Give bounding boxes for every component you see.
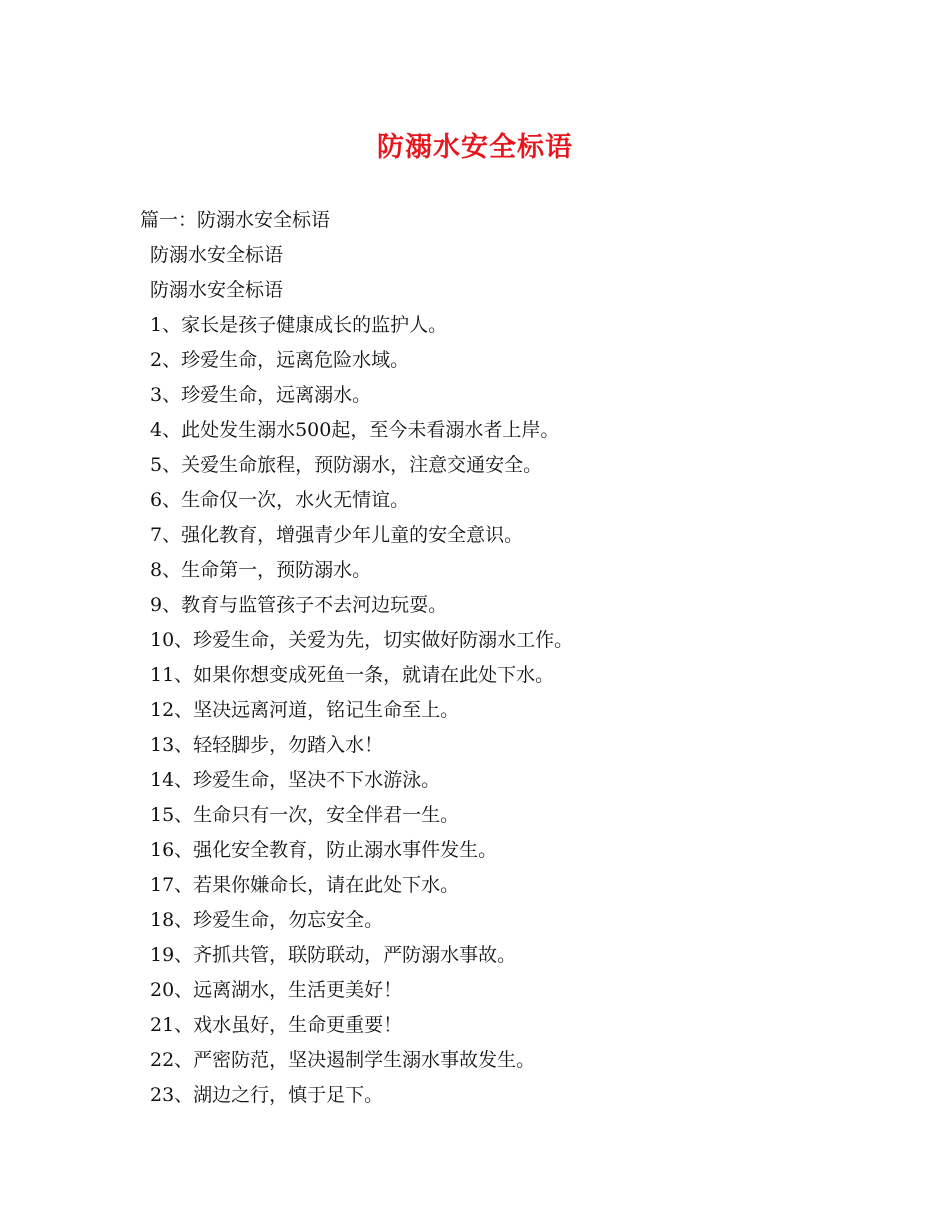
list-item: 6、生命仅一次，水火无情谊。 <box>150 489 410 511</box>
list-item: 3、珍爱生命，远离溺水。 <box>150 384 372 406</box>
subtitle-line: 防溺水安全标语 <box>150 244 284 266</box>
list-item: 16、强化安全教育，防止溺水事件发生。 <box>150 839 498 861</box>
list-item: 14、珍爱生命，坚决不下水游泳。 <box>150 769 441 791</box>
list-item: 10、珍爱生命，关爱为先，切实做好防溺水工作。 <box>150 629 574 651</box>
list-item: 8、生命第一，预防溺水。 <box>150 559 372 581</box>
list-item: 19、齐抓共管，联防联动，严防溺水事故。 <box>150 944 517 966</box>
list-item: 4、此处发生溺水500起，至今未看溺水者上岸。 <box>150 419 560 441</box>
subtitle-line: 防溺水安全标语 <box>150 279 284 301</box>
list-item: 7、强化教育，增强青少年儿童的安全意识。 <box>150 524 524 546</box>
list-item: 20、远离湖水，生活更美好！ <box>150 979 403 1001</box>
list-item: 11、如果你想变成死鱼一条，就请在此处下水。 <box>150 664 555 686</box>
document-title: 防溺水安全标语 <box>377 132 573 163</box>
list-item: 18、珍爱生命，勿忘安全。 <box>150 909 384 931</box>
slogan-list <box>140 308 860 1113</box>
list-item: 5、关爱生命旅程，预防溺水，注意交通安全。 <box>150 454 543 476</box>
list-item: 17、若果你嫌命长，请在此处下水。 <box>150 874 460 896</box>
section-heading: 篇一：防溺水安全标语 <box>140 209 331 231</box>
list-item: 2、珍爱生命，远离危险水域。 <box>150 349 410 371</box>
list-item: 13、轻轻脚步，勿踏入水！ <box>150 734 384 756</box>
list-item: 12、坚决远离河道，铭记生命至上。 <box>150 699 460 721</box>
list-item: 15、生命只有一次，安全伴君一生。 <box>150 804 460 826</box>
list-item: 23、湖边之行，慎于足下。 <box>150 1084 384 1106</box>
list-item: 22、严密防范，坚决遏制学生溺水事故发生。 <box>150 1049 536 1071</box>
list-item: 9、教育与监管孩子不去河边玩耍。 <box>150 594 448 616</box>
list-item: 1、家长是孩子健康成长的监护人。 <box>150 314 448 336</box>
document-body <box>140 203 860 1113</box>
list-item: 21、戏水虽好，生命更重要！ <box>150 1014 403 1036</box>
